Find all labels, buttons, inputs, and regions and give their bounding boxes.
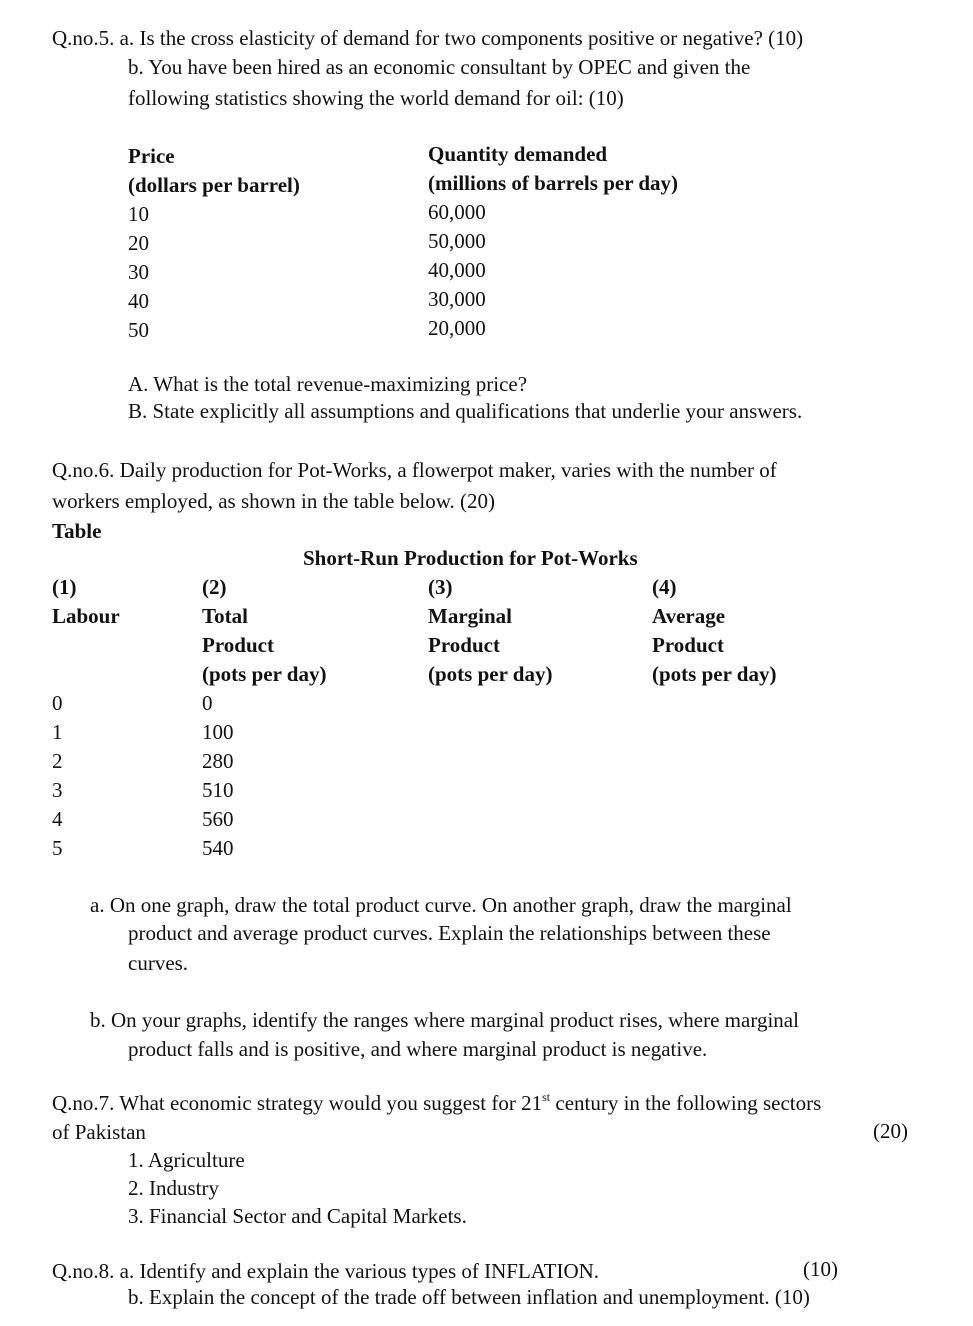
q6-part-a-line2: product and average product curves. Explain the relationships between these (128, 921, 771, 945)
quantity-column (428, 140, 678, 343)
price-cell: 20 (128, 231, 149, 255)
q6-part-a-line1: a. On one graph, draw the total product curve. On another graph, draw the marginal (90, 893, 792, 917)
quantity-cell: 30,000 (428, 287, 486, 311)
column-number: (2) (202, 575, 227, 599)
price-header: Price (128, 144, 175, 168)
column-heading: Marginal (428, 604, 512, 628)
price-unit: (dollars per barrel) (128, 173, 300, 197)
price-column (128, 142, 300, 345)
q6-part-b-line1: b. On your graphs, identify the ranges where marginal product rises, where marginal (90, 1008, 799, 1032)
labour-cell: 2 (52, 749, 63, 773)
labour-cell: 3 (52, 778, 63, 802)
q8-part-b: b. Explain the concept of the trade off between inflation and unemployment. (10) (128, 1285, 810, 1309)
column-number: (3) (428, 575, 453, 599)
column-heading: (pots per day) (652, 662, 777, 686)
column-heading: Labour (52, 604, 120, 628)
labour-cell: 5 (52, 836, 63, 860)
list-item: 3. Financial Sector and Capital Markets. (128, 1204, 467, 1228)
quantity-unit: (millions of barrels per day) (428, 171, 679, 195)
column-heading: (pots per day) (428, 662, 553, 686)
column-heading: (pots per day) (202, 662, 327, 686)
q8-part-a-marks: (10) (803, 1257, 838, 1281)
price-cell: 10 (128, 202, 149, 226)
total-product-cell: 280 (202, 749, 234, 773)
quantity-header: Quantity demanded (428, 142, 608, 166)
table-title: Short-Run Production for Pot-Works (303, 546, 638, 570)
column-heading: Product (652, 633, 724, 657)
labour-column (52, 573, 120, 863)
column-number: (4) (652, 575, 677, 599)
column-heading: Product (428, 633, 500, 657)
q7-marks: (20) (873, 1119, 908, 1143)
superscript-st: st (542, 1090, 551, 1104)
table-label: Table (52, 519, 102, 543)
q5-question-A: A. What is the total revenue-maximizing price? (128, 372, 528, 396)
total-product-cell: 540 (202, 836, 234, 860)
q8-part-a: Q.no.8. a. Identify and explain the various types of INFLATION. (52, 1259, 600, 1283)
labour-cell: 4 (52, 807, 63, 831)
list-item: 2. Industry (128, 1176, 219, 1200)
q5-question-B: B. State explicitly all assumptions and qualifications that underlie your answers. (128, 399, 803, 423)
q5-part-a: Q.no.5. a. Is the cross elasticity of demand for two components positive or negative? (10) (52, 26, 804, 50)
labour-cell: 0 (52, 691, 63, 715)
price-cell: 30 (128, 260, 149, 284)
quantity-cell: 20,000 (428, 316, 486, 340)
column-heading: Average (652, 604, 726, 628)
price-cell: 50 (128, 318, 149, 342)
q6-intro-line1: Q.no.6. Daily production for Pot-Works, a flowerpot maker, varies with the number of (52, 458, 777, 482)
price-cell: 40 (128, 289, 149, 313)
total-product-cell: 0 (202, 691, 213, 715)
q7-intro-line1: Q.no.7. What economic strategy would you suggest for 21st century in the following sectors (52, 1090, 822, 1115)
column-heading: Product (202, 633, 274, 657)
q6-intro-line2: workers employed, as shown in the table below. (20) (52, 489, 496, 513)
quantity-cell: 40,000 (428, 258, 486, 282)
column-heading: Total (202, 604, 248, 628)
q7-intro-line2: of Pakistan (52, 1120, 146, 1144)
q5-part-b-line1: b. You have been hired as an economic consultant by OPEC and given the (128, 55, 751, 79)
list-item: 1. Agriculture (128, 1148, 245, 1172)
marginal-product-column (428, 573, 552, 689)
quantity-cell: 60,000 (428, 200, 486, 224)
quantity-cell: 50,000 (428, 229, 486, 253)
q7-sector-list (128, 1146, 467, 1230)
total-product-column (202, 573, 326, 863)
total-product-cell: 560 (202, 807, 234, 831)
labour-cell: 1 (52, 720, 63, 744)
total-product-cell: 510 (202, 778, 234, 802)
total-product-cell: 100 (202, 720, 234, 744)
q5-part-b-line2: following statistics showing the world demand for oil: (10) (128, 86, 624, 110)
q6-part-b-line2: product falls and is positive, and where marginal product is negative. (128, 1037, 708, 1061)
average-product-column (652, 573, 776, 689)
column-number: (1) (52, 575, 77, 599)
q6-part-a-line3: curves. (128, 951, 189, 975)
